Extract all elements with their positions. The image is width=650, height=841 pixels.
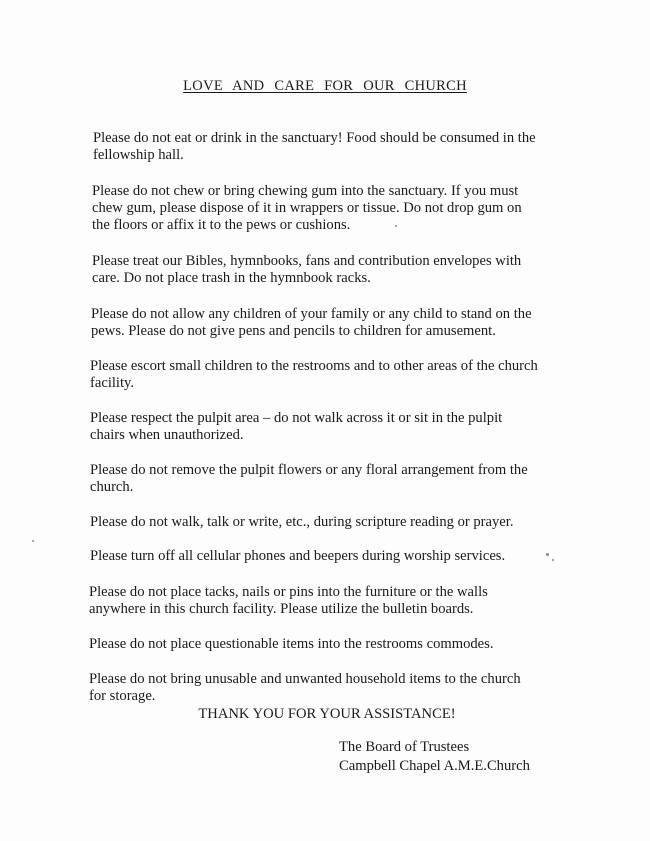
rule-11: Please do not place questionable items into the restrooms commodes. (89, 636, 494, 652)
rule-1: Please do not eat or drink in the sanctuary! Food should be consumed in the fellowship hall. (93, 130, 536, 163)
rule-12: Please do not bring unusable and unwanted household items to the church for storage. (89, 671, 521, 704)
scan-speck (546, 553, 549, 556)
scan-speck (552, 559, 554, 561)
rule-9: Please turn off all cellular phones and beepers during worship services. (90, 548, 506, 564)
page-title (0, 78, 650, 95)
rule-3: Please treat our Bibles, hymnbooks, fans and contribution envelopes with care. Do not place trash in the hymnbook racks. (92, 253, 522, 286)
rule-4: Please do not allow any children of your family or any child to stand on the pews. Please do not give pens and pencils to children for amusement. (91, 306, 532, 339)
page-title-text: LOVE AND CARE FOR OUR CHURCH (183, 78, 467, 94)
scan-speck (32, 540, 34, 542)
scan-speck (395, 225, 397, 227)
rule-7: Please do not remove the pulpit flowers or any floral arrangement from the church. (90, 462, 528, 495)
thank-you-text: THANK YOU FOR YOUR ASSISTANCE! (198, 706, 456, 722)
rule-5: Please escort small children to the restrooms and to other areas of the church facility. (90, 358, 538, 391)
thank-you-line (0, 706, 650, 723)
rule-8: Please do not walk, talk or write, etc., during scripture reading or prayer. (90, 514, 514, 530)
signature-line-2: Campbell Chapel A.M.E.Church (339, 758, 530, 774)
signature-line-1: The Board of Trustees (339, 739, 470, 755)
rule-2: Please do not chew or bring chewing gum into the sanctuary. If you must chew gum, please dispose of it in wrappers or tissue. Do not drop gum on the floors or affix it to the pews or cushions. (92, 183, 522, 233)
rule-6: Please respect the pulpit area – do not walk across it or sit in the pulpit chairs when unauthorized. (90, 410, 503, 443)
rule-10: Please do not place tacks, nails or pins into the furniture or the walls anywhere in this church facility. Please utilize the bulletin boards. (89, 584, 488, 617)
